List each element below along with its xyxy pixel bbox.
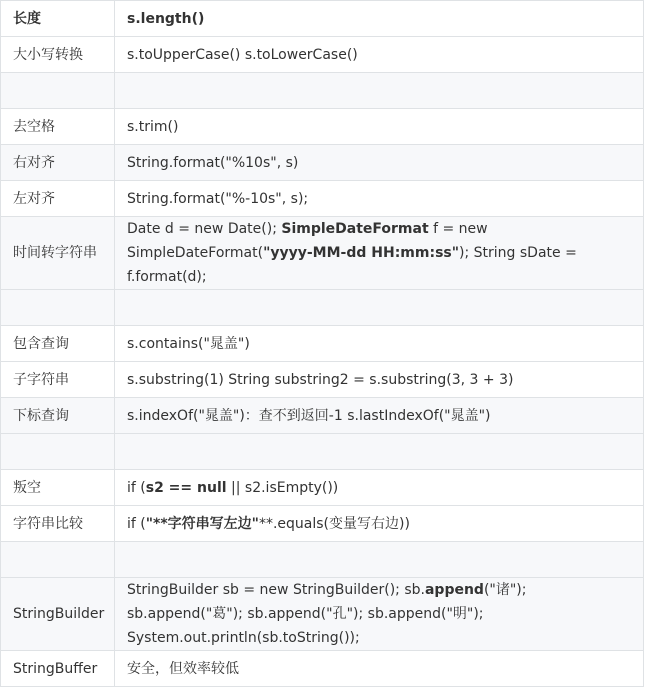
code-segment: if (	[127, 515, 146, 532]
method-name-cell	[1, 290, 115, 326]
table-row	[1, 326, 644, 362]
method-name-cell: 长度	[1, 1, 115, 37]
method-code-cell	[115, 506, 644, 542]
code-bold-segment: "**字符串写左边"	[145, 515, 259, 532]
method-code-cell	[115, 434, 644, 470]
method-code-cell	[115, 109, 644, 145]
table-row	[1, 362, 644, 398]
method-code-cell	[115, 542, 644, 578]
table-row	[1, 470, 644, 506]
blank-row	[1, 290, 644, 326]
method-code-cell	[115, 217, 644, 290]
method-code-cell	[115, 578, 644, 651]
method-code-cell	[115, 181, 644, 217]
table-row	[1, 578, 644, 651]
method-name-cell: StringBuilder	[1, 578, 115, 651]
code-segment: ); String sDate = f.format(d);	[127, 245, 577, 285]
method-code-cell	[115, 398, 644, 434]
method-code-cell	[115, 470, 644, 506]
code-segment: **.equals(变量写右边))	[258, 515, 410, 532]
method-code-cell	[115, 145, 644, 181]
method-name-cell: 叛空	[1, 470, 115, 506]
table-row	[1, 1, 644, 37]
code-segment: String.format("%10s", s)	[127, 154, 299, 171]
code-segment: StringBuilder sb = new StringBuilder(); sb.	[127, 582, 425, 598]
method-code-cell	[115, 362, 644, 398]
code-segment: s.toUpperCase() s.toLowerCase()	[127, 46, 358, 63]
method-name-cell: 右对齐	[1, 145, 115, 181]
blank-row	[1, 73, 644, 109]
method-name-cell: 子字符串	[1, 362, 115, 398]
code-bold-segment: SimpleDateFormat	[281, 221, 429, 237]
table-row	[1, 145, 644, 181]
method-name-cell	[1, 73, 115, 109]
code-segment: if (	[127, 479, 146, 496]
code-segment: s.indexOf("晁盖")：查不到返回-1 s.lastIndexOf("晁盖")	[127, 407, 491, 424]
code-segment: || s2.isEmpty())	[226, 479, 339, 496]
table-body	[1, 1, 644, 687]
method-name-cell	[1, 542, 115, 578]
method-name-cell: 大小写转换	[1, 37, 115, 73]
table-row	[1, 506, 644, 542]
table-row	[1, 181, 644, 217]
code-segment: 安全，但效率较低	[127, 660, 239, 677]
code-bold-segment: "yyyy-MM-dd HH:mm:ss"	[263, 245, 460, 261]
code-segment: ("诸"); sb.append("葛"); sb.append("孔"); sb.append("明"); System.out.println(sb.toString());	[127, 582, 527, 646]
code-bold-segment: s2 == null	[145, 479, 227, 496]
table-row	[1, 398, 644, 434]
method-name-cell: StringBuffer	[1, 651, 115, 687]
code-segment: f = new SimpleDateFormat(	[127, 221, 488, 261]
code-bold-segment: s.length()	[127, 10, 205, 27]
method-name-cell: 时间转字符串	[1, 217, 115, 290]
blank-row	[1, 434, 644, 470]
method-name-cell: 去空格	[1, 109, 115, 145]
table-row	[1, 217, 644, 290]
code-segment: s.trim()	[127, 118, 179, 135]
code-segment: String.format("%-10s", s);	[127, 190, 309, 207]
method-name-cell: 字符串比较	[1, 506, 115, 542]
table-row	[1, 109, 644, 145]
method-code-cell	[115, 37, 644, 73]
method-name-cell: 左对齐	[1, 181, 115, 217]
method-name-cell	[1, 434, 115, 470]
code-segment: s.contains("晁盖")	[127, 335, 250, 352]
code-segment: s.substring(1) String substring2 = s.substring(3, 3 + 3)	[127, 371, 514, 388]
method-code-cell	[115, 290, 644, 326]
table-row	[1, 37, 644, 73]
method-name-cell: 包含查询	[1, 326, 115, 362]
blank-row	[1, 542, 644, 578]
method-code-cell	[115, 73, 644, 109]
method-code-cell	[115, 326, 644, 362]
code-bold-segment: append	[424, 582, 484, 598]
method-code-cell	[115, 1, 644, 37]
code-segment: Date d = new Date();	[127, 221, 282, 237]
method-name-cell: 下标查询	[1, 398, 115, 434]
